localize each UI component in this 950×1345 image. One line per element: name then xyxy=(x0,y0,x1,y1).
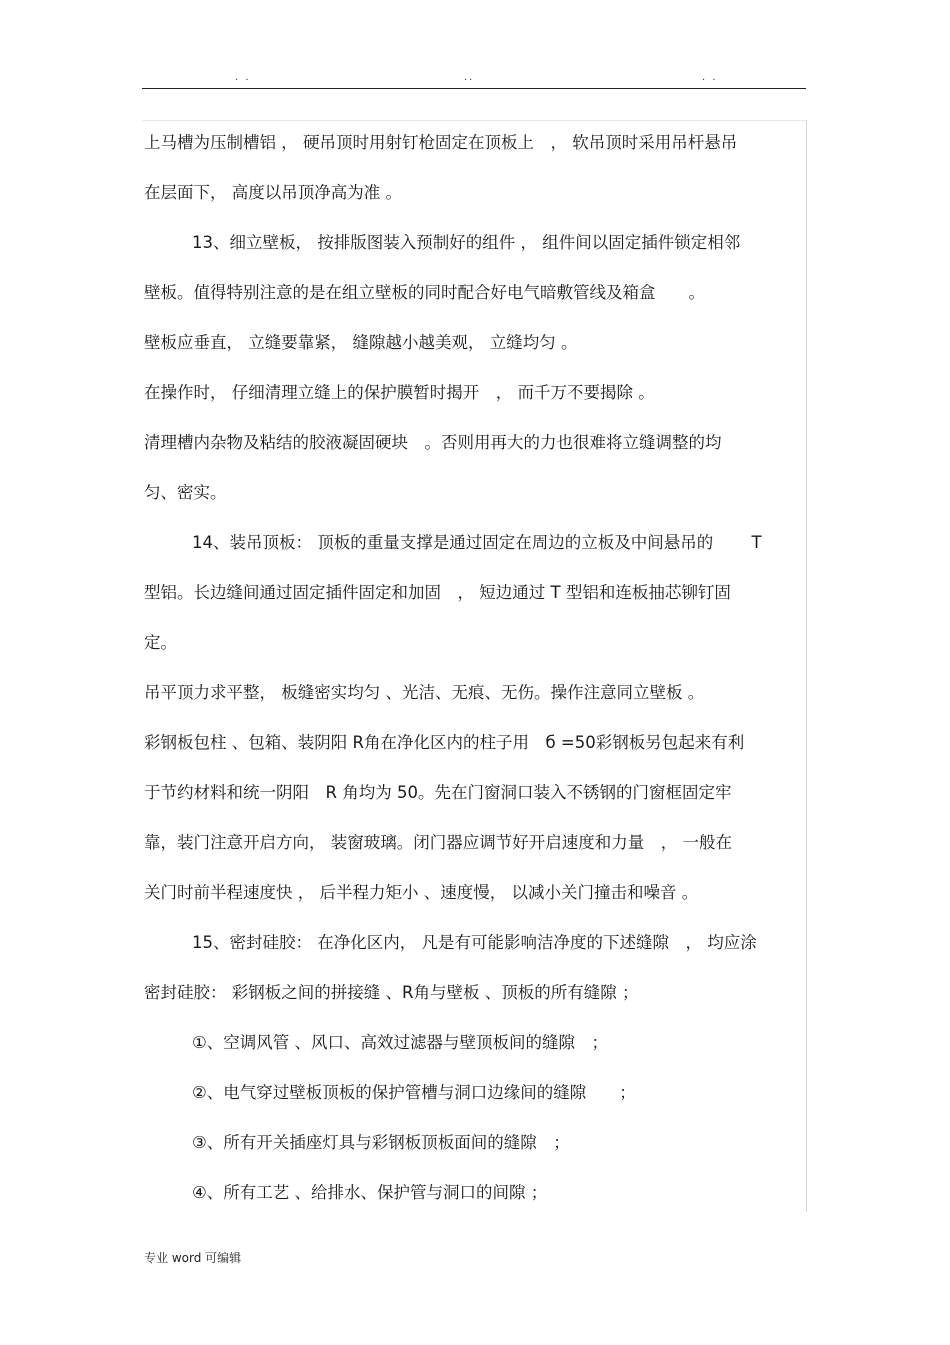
text-line: 于节约材料和统一阴阳 R 角均为 50。先在门窗洞口装入不锈钢的门窗框固定牢 xyxy=(144,783,732,802)
text-line: 壁板。值得特别注意的是在组立壁板的同时配合好电气暗敷管线及箱盒 。 xyxy=(144,283,705,302)
text-line: 上马槽为压制槽铝 ， 硬吊顶时用射钉枪固定在顶板上 ， 软吊顶时采用吊杆悬吊 xyxy=(144,133,738,152)
header-marks xyxy=(142,70,806,88)
header-dots-left: . . xyxy=(235,72,251,83)
text-line: 在层面下， 高度以吊顶净高为准 。 xyxy=(144,183,402,202)
text-line: 在操作时， 仔细清理立缝上的保护膜暂时揭开 ， 而千万不要揭除 。 xyxy=(144,383,655,402)
text-line: 吊平顶力求平整， 板缝密实均匀 、光洁、无痕、无伤。操作注意同立壁板 。 xyxy=(144,683,705,702)
text-line: 清理槽内杂物及粘结的胶液凝固硬块 。否则用再大的力也很难将立缝调整的均 xyxy=(144,433,722,452)
list-item: ①、空调风管 、风口、高效过滤器与壁顶板间的缝隙 ； xyxy=(192,1033,609,1052)
list-item: ③、所有开关插座灯具与彩钢板顶板面间的缝隙 ； xyxy=(192,1133,570,1152)
text-line: 密封硅胶： 彩钢板之间的拼接缝 、R角与壁板 、顶板的所有缝隙 ； xyxy=(144,983,639,1002)
text-line: 定。 xyxy=(144,633,177,652)
text-line: 彩钢板包柱 、包箱、装阴阳 R角在净化区内的柱子用 б =50彩钢板另包起来有利 xyxy=(144,733,745,752)
text-line: 匀、密实。 xyxy=(144,483,227,502)
page-footer: 专业 word 可编辑 xyxy=(144,1251,242,1265)
text-line: 关门时前半程速度快 ， 后半程力矩小 、速度慢， 以减小关门撞击和噪音 。 xyxy=(144,883,699,902)
header-dots-mid: .. xyxy=(464,72,475,83)
text-line: 型铝。长边缝间通过固定插件固定和加固 ， 短边通过 T 型铝和连板抽芯铆钉固 xyxy=(144,583,731,602)
section-15-heading: 15、密封硅胶： 在净化区内， 凡是有可能影响洁净度的下述缝隙 ， 均应涂 xyxy=(192,933,757,952)
document-body xyxy=(144,118,804,1218)
section-13-heading: 13、细立壁板， 按排版图装入预制好的组件 ， 组件间以固定插件锁定相邻 xyxy=(192,233,741,252)
header-dots-right: . . xyxy=(702,72,718,83)
header-rule xyxy=(142,88,806,89)
list-item: ④、所有工艺 、给排水、保护管与洞口的间隙 ； xyxy=(192,1183,548,1202)
section-14-heading: 14、装吊顶板： 顶板的重量支撑是通过固定在周边的立板及中间悬吊的 T xyxy=(192,533,762,552)
text-line: 壁板应垂直， 立缝要靠紧， 缝隙越小越美观， 立缝均匀 。 xyxy=(144,333,578,352)
text-line: 靠，装门注意开启方向， 装窗玻璃。闭门器应调节好开启速度和力量 ， 一般在 xyxy=(144,833,732,852)
list-item: ②、电气穿过壁板顶板的保护管槽与洞口边缘间的缝隙 ； xyxy=(192,1083,636,1102)
text-frame-right xyxy=(806,120,807,1212)
